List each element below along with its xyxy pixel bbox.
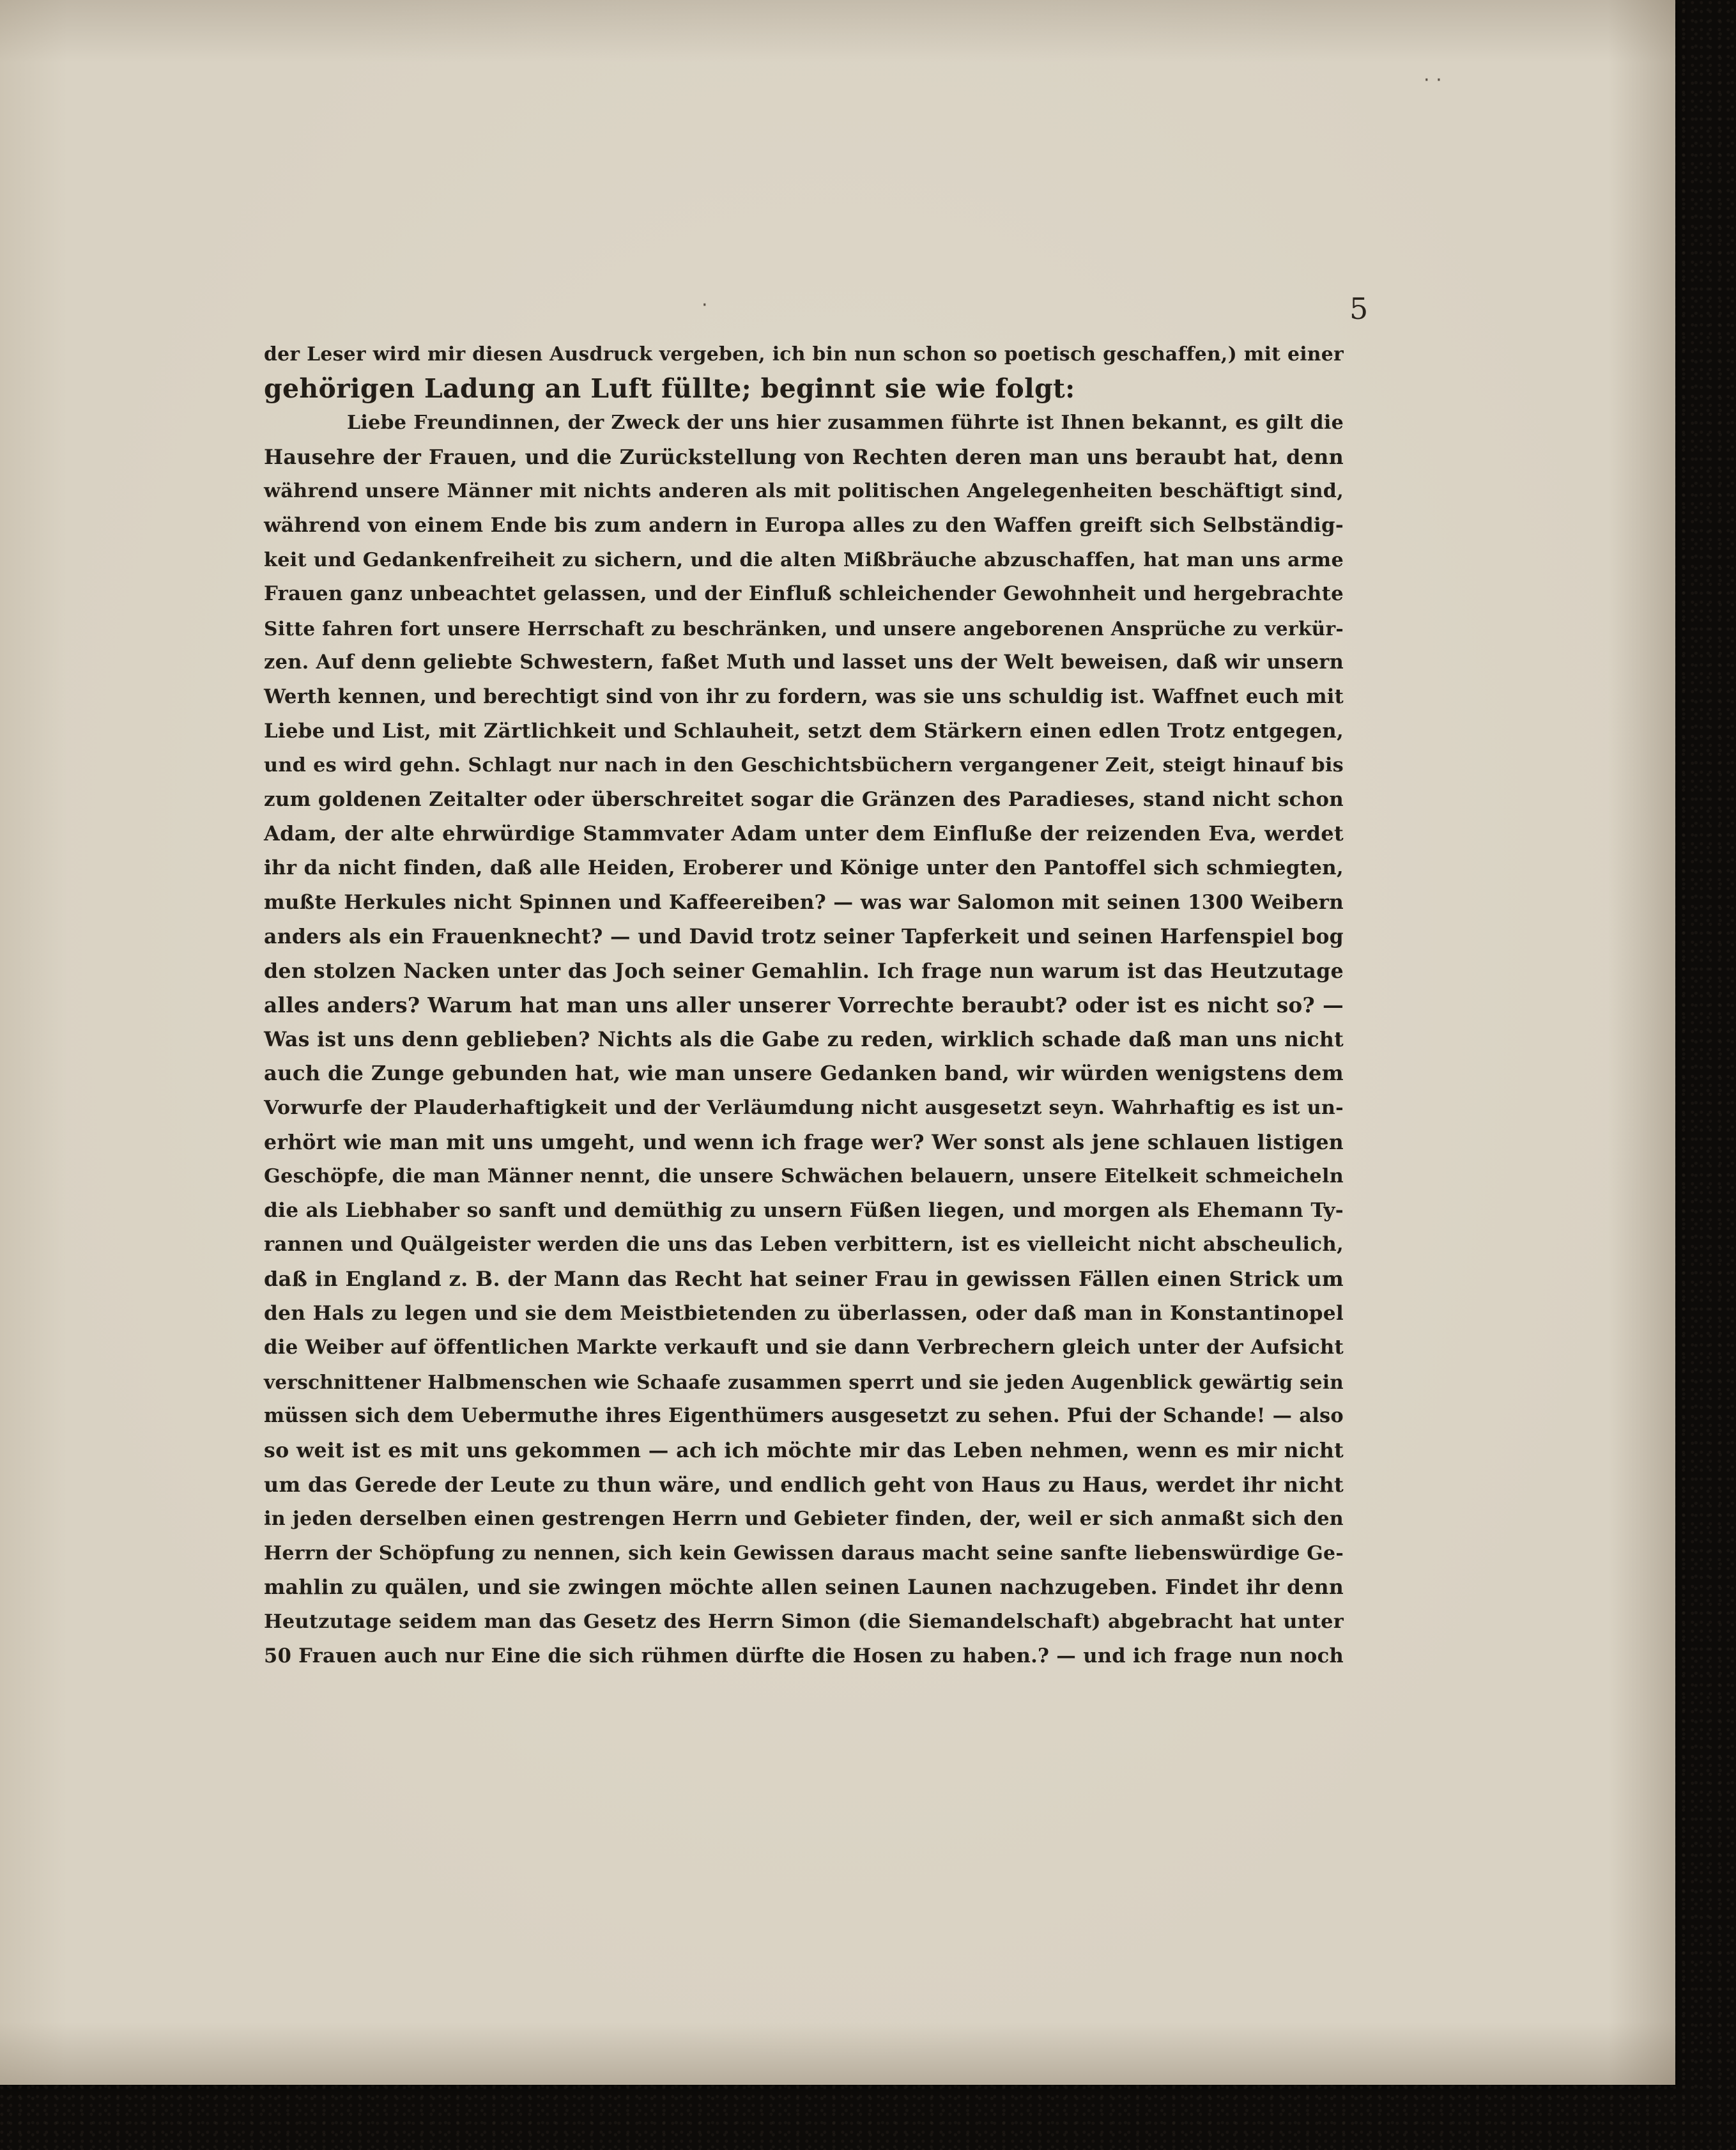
text-line: müssen sich dem Uebermuthe ihres Eigenthümers ausgesetzt zu sehen. Pfui der Schande! — also: [264, 1404, 1344, 1428]
text-line: die als Liebhaber so sanft und demüthig zu unsern Füßen liegen, und morgen als Ehemann Ty-: [264, 1198, 1344, 1222]
text-line: und es wird gehn. Schlagt nur nach in den Geschichtsbüchern vergangener Zeit, steigt hinauf bis: [264, 754, 1344, 777]
text-line: Hausehre der Frauen, und die Zurückstellung von Rechten deren man uns beraubt hat, denn: [264, 444, 1344, 469]
text-line: keit und Gedankenfreiheit zu sichern, und die alten Mißbräuche abzuschaffen, hat man uns arme: [264, 548, 1344, 571]
text-line: daß in England z. B. der Mann das Recht hat seiner Frau in gewissen Fällen einen Strick um: [264, 1267, 1344, 1292]
text-line: Werth kennen, und berechtigt sind von ihr zu fordern, was sie uns schuldig ist. Waffnet euch mit: [264, 684, 1344, 708]
text-line: so weit ist es mit uns gekommen — ach ich möchte mir das Leben nehmen, wenn es mir nicht: [264, 1439, 1344, 1462]
text-line: verschnittener Halbmenschen wie Schaafe zusammen sperrt und sie jeden Augenblick gewärtig sein: [264, 1370, 1344, 1393]
text-line: Herrn der Schöpfung zu nennen, sich kein Gewissen daraus macht seine sanfte liebenswürdige Ge-: [264, 1542, 1344, 1565]
text-line: Vorwurfe der Plauderhaftigkeit und der Verläumdung nicht ausgesetzt seyn. Wahrhaftig es ist un-: [264, 1097, 1344, 1120]
text-line: mußte Herkules nicht Spinnen und Kaffeereiben? — was war Salomon mit seinen 1300 Weibern: [264, 890, 1344, 914]
text-line: Sitte fahren fort unsere Herrschaft zu beschränken, und unsere angeborenen Ansprüche zu verkür-: [264, 617, 1344, 640]
text-line: anders als ein Frauenknecht? — und David trotz seiner Tapferkeit und seinen Harfenspiel bog: [264, 925, 1344, 949]
text-line: um das Gerede der Leute zu thun wäre, und endlich geht von Haus zu Haus, werdet ihr nicht: [264, 1472, 1344, 1497]
page-number: 5: [1349, 291, 1369, 326]
ink-speck: ·: [702, 294, 708, 316]
ink-speck: · ·: [1424, 69, 1442, 91]
text-line: während unsere Männer mit nichts anderen als mit politischen Angelegenheiten beschäftigt sind,: [264, 480, 1344, 503]
text-line: ihr da nicht finden, daß alle Heiden, Eroberer und Könige unter den Pantoffel sich schmiegten,: [264, 856, 1344, 879]
text-line: 50 Frauen auch nur Eine die sich rühmen dürfte die Hosen zu haben.? — und ich frage nun noch: [264, 1644, 1344, 1667]
text-line: während von einem Ende bis zum andern in Europa alles zu den Waffen greift sich Selbständig-: [264, 513, 1344, 537]
text-line: Liebe Freundinnen, der Zweck der uns hier zusammen führte ist Ihnen bekannt, es gilt die: [347, 412, 1344, 435]
text-line: zum goldenen Zeitalter oder überschreitet sogar die Gränzen des Paradieses, stand nicht schon: [264, 787, 1344, 811]
text-line: rannen und Quälgeister werden die uns das Leben verbittern, ist es vielleicht nicht abscheulich,: [264, 1233, 1344, 1257]
text-line: die Weiber auf öffentlichen Markte verkauft und sie dann Verbrechern gleich unter der Aufsicht: [264, 1336, 1344, 1359]
text-line: in jeden derselben einen gestrengen Herrn und Gebieter finden, der, weil er sich anmaßt sich den: [264, 1508, 1344, 1531]
text-line: Heutzutage seidem man das Gesetz des Herrn Simon (die Siemandelschaft) abgebracht hat unter: [264, 1610, 1344, 1633]
text-line: den stolzen Nacken unter das Joch seiner Gemahlin. Ich frage nun warum ist das Heutzutage: [264, 959, 1344, 983]
text-line: erhört wie man mit uns umgeht, und wenn ich frage wer? Wer sonst als jene schlauen listigen: [264, 1130, 1344, 1154]
text-line: auch die Zunge gebunden hat, wie man unsere Gedanken band, wir würden wenigstens dem: [264, 1061, 1344, 1086]
text-line: Geschöpfe, die man Männer nennt, die unsere Schwächen belauern, unsere Eitelkeit schmeicheln: [264, 1165, 1344, 1188]
text-line: mahlin zu quälen, und sie zwingen möchte allen seinen Launen nachzugeben. Findet ihr denn: [264, 1575, 1344, 1600]
text-line: der Leser wird mir diesen Ausdruck vergeben, ich bin nun schon so poetisch geschaffen,) mit einer: [264, 343, 1344, 366]
text-line: Adam, der alte ehrwürdige Stammvater Adam unter dem Einfluße der reizenden Eva, werdet: [264, 821, 1344, 846]
text-line: alles anders? Warum hat man uns aller unserer Vorrechte beraubt? oder ist es nicht so? —: [264, 993, 1344, 1018]
text-line: den Hals zu legen und sie dem Meistbietenden zu überlassen, oder daß man in Konstantinopel: [264, 1301, 1344, 1325]
text-line: zen. Auf denn geliebte Schwestern, faßet Muth und lasset uns der Welt beweisen, daß wir unsern: [264, 651, 1344, 674]
body-text: [264, 337, 1344, 1673]
text-line: gehörigen Ladung an Luft füllte; beginnt sie wie folgt:: [264, 373, 1075, 404]
text-line: Was ist uns denn geblieben? Nichts als die Gabe zu reden, wirklich schade daß man uns nicht: [264, 1027, 1344, 1051]
text-line: Liebe und List, mit Zärtlichkeit und Schlauheit, setzt dem Stärkern einen edlen Trotz entgegen,: [264, 719, 1344, 743]
text-line: Frauen ganz unbeachtet gelassen, und der Einfluß schleichender Gewohnheit und hergebrachte: [264, 582, 1344, 606]
